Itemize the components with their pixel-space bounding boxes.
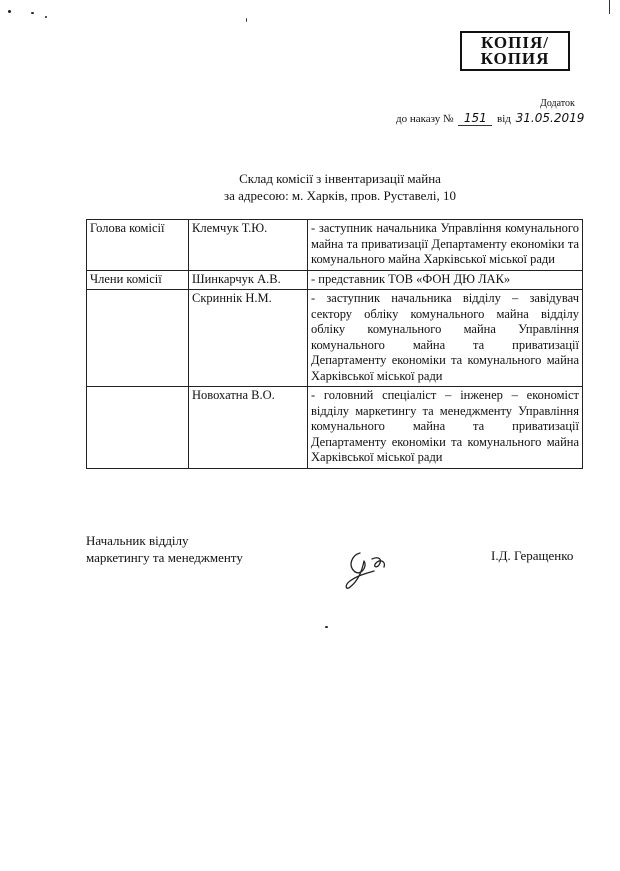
name-cell: Скриннік Н.М. (189, 290, 308, 387)
name-cell: Клемчук Т.Ю. (189, 220, 308, 271)
document-title: Склад комісії з інвентаризації майна (239, 171, 441, 186)
description-cell: - головний спеціаліст – інженер – економіст відділу маркетингу та менеджменту Управління комунального майна та приватизації Департаменту економіки та комунального майна Харківської міської ради (308, 387, 583, 469)
table-row (87, 290, 583, 387)
name-cell: Шинкарчук А.В. (189, 270, 308, 290)
document-address: за адресою: м. Харків, пров. Руставелі, 10 (223, 188, 457, 203)
signatory-name: І.Д. Геращенко (491, 548, 574, 563)
role-cell (87, 290, 189, 387)
role-cell: Члени комісії (87, 270, 189, 290)
table-row (87, 220, 583, 271)
description-cell: - представник ТОВ «ФОН ДЮ ЛАК» (308, 270, 583, 290)
commission-table (86, 219, 583, 469)
stamp-line-2: КОПИЯ (480, 49, 550, 68)
role-cell (87, 387, 189, 469)
scan-speck (8, 10, 11, 13)
signatory-position-line-2: маркетингу та менеджменту (86, 550, 243, 565)
order-prefix: до наказу № (396, 113, 454, 125)
description-cell: - заступник начальника Управління комунального майна та приватизації Департаменту економіки та комунального майна Харківської міської ради (308, 220, 583, 271)
copy-stamp (460, 31, 570, 71)
table-row (87, 270, 583, 290)
scan-edge (609, 0, 610, 14)
signatory-position-line-1: Начальник відділу (86, 533, 189, 548)
date-prefix: від (497, 113, 511, 125)
name-cell: Новохатна В.О. (189, 387, 308, 469)
order-date: 31.05.2019 (515, 111, 585, 125)
table-row (87, 387, 583, 469)
signatory-position (86, 532, 243, 566)
role-cell: Голова комісії (87, 220, 189, 271)
scan-speck (325, 626, 328, 628)
order-reference (396, 111, 598, 126)
description-cell: - заступник начальника відділу – завідувач сектору обліку комунального майна відділу обліку комунального майна Управління комунального майна та приватизації Департаменту економіки та комунального майна Харківської міської ради (308, 290, 583, 387)
scan-speck (31, 12, 34, 14)
stamp-line-1: КОПІЯ/ (481, 33, 549, 52)
order-number: 151 (458, 111, 492, 126)
handwritten-signature (338, 545, 398, 595)
annex-label: Додаток (540, 98, 575, 109)
scan-speck (246, 18, 247, 22)
scan-speck (45, 16, 47, 18)
